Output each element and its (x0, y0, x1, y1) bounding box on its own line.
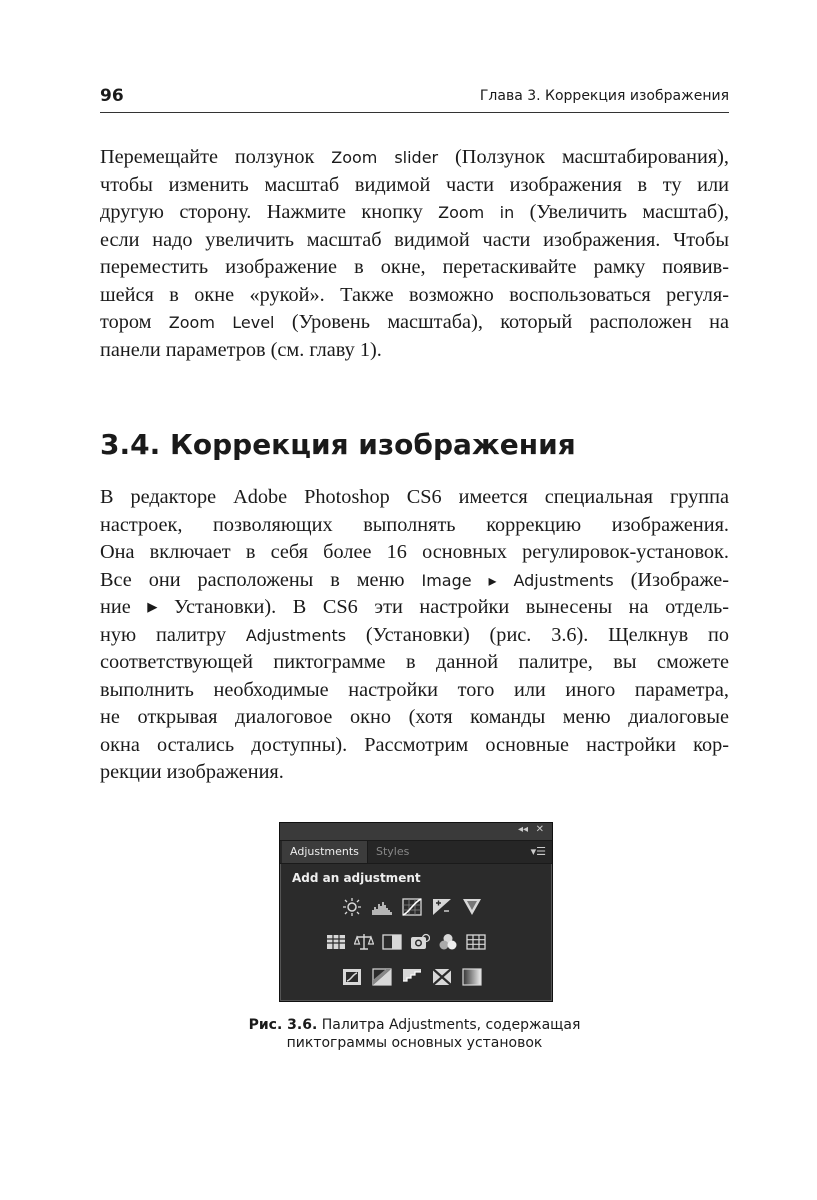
running-title: Глава 3. Коррекция изображения (479, 88, 729, 104)
exposure-icon[interactable] (432, 898, 452, 916)
levels-icon[interactable] (372, 898, 392, 916)
hue-saturation-icon[interactable] (326, 933, 346, 951)
collapse-icon[interactable]: ◂◂ (517, 824, 528, 835)
text-segment: (Установки) (рис. 3.6). Щелкнув по (346, 623, 729, 646)
text-segment: выполнить необходимые настройки того или иного параметра, (100, 678, 729, 701)
add-adjustment-label: Add an adjustment (292, 871, 421, 885)
text-segment: не открывая диалоговое окно (хотя команды меню диалоговые (100, 706, 729, 728)
color-balance-icon[interactable] (354, 933, 374, 951)
text-line (100, 337, 729, 365)
brightness-contrast-icon[interactable] (342, 898, 362, 916)
ui-term: Zoom slider (331, 148, 439, 167)
curves-icon[interactable] (402, 898, 422, 916)
caption-line2: пиктограммы основных установок (286, 1035, 543, 1051)
ui-term: Image ▸ Adjustments (421, 570, 614, 590)
text-segment: (Уровень масштаба), который расположен на (274, 311, 729, 333)
paragraph-adjustments (100, 484, 729, 787)
text-segment: настроек, позволяющих выполнять коррекцию изображения. (100, 513, 729, 536)
text-line (100, 172, 729, 200)
page-header (100, 86, 729, 113)
text-line (100, 677, 729, 705)
tab-adjustments[interactable]: Adjustments (282, 841, 368, 863)
panel-tabs (280, 841, 552, 864)
text-line (100, 254, 729, 282)
text-segment: другую сторону. Нажмите кнопку (100, 201, 439, 223)
text-line (100, 759, 729, 787)
text-line (100, 539, 729, 567)
panel-menu-icon[interactable]: ▾☰ (530, 845, 546, 858)
text-line (100, 732, 729, 760)
text-line (100, 309, 729, 337)
text-line (100, 227, 729, 255)
text-line (100, 622, 729, 650)
page-number: 96 (100, 86, 124, 106)
adjustments-panel (279, 822, 553, 1002)
selective-color-icon[interactable] (432, 968, 452, 986)
text-segment: панели параметров (см. главу 1). (100, 338, 382, 361)
text-line (100, 649, 729, 677)
ui-term: Zoom in (438, 203, 515, 222)
text-line (100, 567, 729, 595)
text-segment: Она включает в себя более 16 основных регулировок-установок. (100, 541, 729, 563)
channel-mixer-icon[interactable] (438, 933, 458, 951)
text-line (100, 484, 729, 512)
text-segment: если надо увеличить масштаб видимой части изображения. Чтобы (100, 228, 729, 251)
posterize-icon[interactable] (372, 968, 392, 986)
black-white-icon[interactable] (382, 933, 402, 951)
text-segment: тором (100, 311, 169, 333)
color-lookup-icon[interactable] (466, 933, 486, 951)
ui-term: Adjustments (245, 625, 347, 645)
text-segment: (Увеличить масштаб), (514, 201, 730, 223)
paragraph-zoom (100, 144, 729, 364)
figure-caption (100, 1016, 729, 1052)
text-segment: соответствующей пиктограмме в данной палитре, вы сможете (100, 651, 729, 673)
text-segment: рекции изображения. (100, 761, 284, 783)
text-line (100, 704, 729, 732)
section-heading: 3.4. Коррекция изображения (100, 428, 576, 461)
threshold-icon[interactable] (402, 968, 422, 986)
text-line (100, 594, 729, 622)
ui-term: Zoom Level (168, 313, 275, 332)
text-segment: В редакторе Adobe Photoshop CS6 имеется специальная группа (100, 486, 729, 508)
close-icon[interactable]: ✕ (535, 824, 544, 835)
text-line (100, 512, 729, 540)
text-segment: шейся в окне «рукой». Также возможно воспользоваться регуля- (100, 283, 729, 306)
photo-filter-icon[interactable] (410, 933, 430, 951)
caption-line1: Палитра Adjustments, содержащая (317, 1017, 581, 1033)
vibrance-icon[interactable] (462, 898, 482, 916)
text-segment: Перемещайте ползунок (100, 146, 332, 168)
text-segment: чтобы изменить масштаб видимой части изображения в ту или (100, 173, 729, 196)
text-segment: переместить изображение в окне, перетаскивайте рамку появив- (100, 256, 729, 278)
text-line (100, 144, 729, 172)
text-segment: (Ползунок масштабирования), (438, 146, 729, 168)
tab-styles[interactable]: Styles (376, 845, 410, 858)
text-segment: ную палитру (100, 623, 246, 646)
caption-label: Рис. 3.6. (248, 1017, 318, 1033)
gradient-map-icon[interactable] (462, 968, 482, 986)
text-segment: окна остались доступны). Рассмотрим основные настройки кор- (100, 733, 729, 756)
text-segment: (Изображе- (613, 568, 729, 591)
panel-title-bar (280, 823, 552, 841)
text-line (100, 199, 729, 227)
text-segment: ние ▸ Установки). В CS6 эти настройки вынесены на отдель- (100, 596, 729, 618)
text-segment: Все они расположены в меню (100, 568, 422, 591)
text-line (100, 282, 729, 310)
invert-icon[interactable] (342, 968, 362, 986)
